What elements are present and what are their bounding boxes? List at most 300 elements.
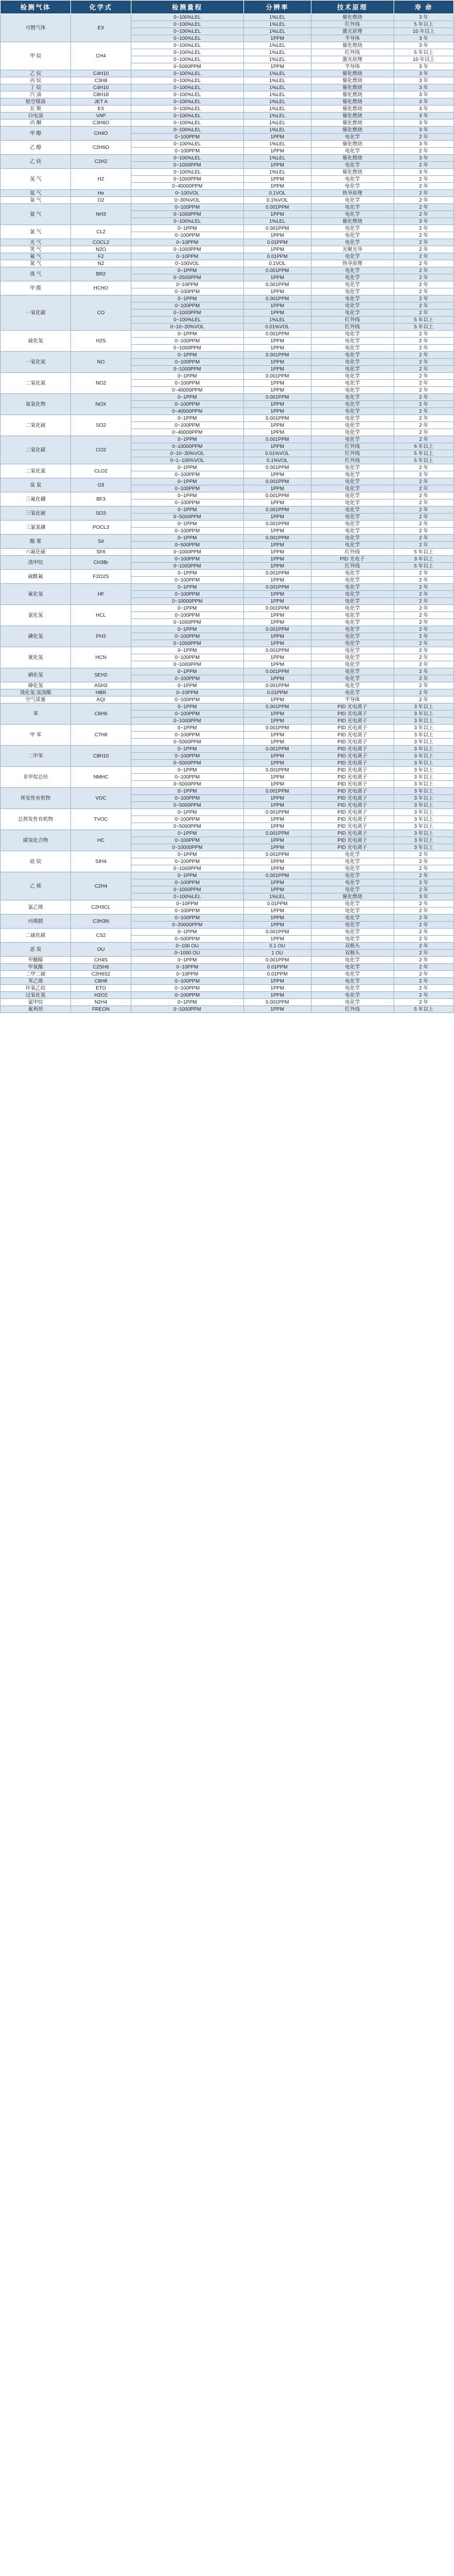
cell-resolution: 0.01PPM — [243, 964, 311, 971]
cell-lifetime: 2 年 — [394, 415, 453, 422]
cell-range: 0~100 OU — [131, 943, 243, 950]
cell-range: 0~1PPM — [131, 668, 243, 675]
cell-range: 0~1000PPM — [131, 865, 243, 872]
cell-range: 0~100%LEL — [131, 77, 243, 84]
cell-lifetime: 3 年 — [394, 113, 453, 120]
cell-range: 0~1PPM — [131, 394, 243, 401]
cell-gas-name: 乙 炔 — [1, 155, 71, 169]
cell-lifetime: 3 年 — [394, 70, 453, 77]
table-row — [1, 605, 454, 612]
cell-gas-name: 乙 烷 — [1, 70, 71, 77]
cell-formula: SO2 — [71, 415, 131, 436]
cell-resolution: 0.001PPM — [243, 746, 311, 753]
cell-formula: POCL3 — [71, 521, 131, 535]
cell-technology: 红外线 — [311, 457, 394, 464]
cell-range: 0~1PPM — [131, 626, 243, 633]
cell-formula: N2H4 — [71, 999, 131, 1006]
cell-resolution: 0.001PPM — [243, 394, 311, 401]
table-row — [1, 169, 454, 176]
cell-range: 0~1PPM — [131, 725, 243, 732]
cell-technology: 电化学 — [311, 401, 394, 408]
cell-range: 0~100PPM — [131, 837, 243, 844]
cell-formula: F2 — [71, 253, 131, 260]
cell-lifetime: 3 年 — [394, 35, 453, 42]
table-row — [1, 549, 454, 556]
cell-resolution: 0.001PPM — [243, 830, 311, 837]
cell-technology: 电化学 — [311, 478, 394, 485]
header-resolution: 分辨率 — [243, 1, 311, 14]
cell-lifetime: 5 年以上 — [394, 324, 453, 331]
cell-formula: ETO — [71, 985, 131, 992]
cell-lifetime: 2 年 — [394, 359, 453, 366]
cell-resolution: 1PPM — [243, 654, 311, 661]
cell-gas-name: 光 气 — [1, 239, 71, 246]
cell-lifetime: 3 年 — [394, 155, 453, 162]
cell-lifetime: 5 年以上 — [394, 21, 453, 28]
cell-lifetime: 2 年 — [394, 689, 453, 696]
cell-lifetime: 3 年以上 — [394, 823, 453, 830]
cell-gas-name: 氯乙烯 — [1, 900, 71, 915]
cell-resolution: 1PPM — [243, 232, 311, 239]
cell-formula: C2H2 — [71, 155, 131, 169]
cell-range: 0~100PPM — [131, 528, 243, 535]
cell-technology: 电化学 — [311, 570, 394, 577]
cell-lifetime: 2 年 — [394, 915, 453, 922]
cell-lifetime: 2 年 — [394, 380, 453, 387]
cell-lifetime: 2 年 — [394, 260, 453, 267]
cell-technology: 催化燃烧 — [311, 141, 394, 148]
cell-technology: 红外线 — [311, 450, 394, 457]
cell-technology: 电化学 — [311, 598, 394, 605]
cell-resolution: 1PPM — [243, 936, 311, 943]
cell-gas-name: 一氧化氮 — [1, 352, 71, 373]
table-row — [1, 851, 454, 858]
table-row — [1, 253, 454, 260]
cell-resolution: 1PPM — [243, 908, 311, 915]
cell-technology: PID 光电离子 — [311, 753, 394, 760]
cell-range: 0~10000PPM — [131, 844, 243, 851]
cell-lifetime: 3 年 — [394, 42, 453, 49]
cell-formula: HCHO — [71, 281, 131, 295]
cell-resolution: 1PPM — [243, 408, 311, 415]
table-row — [1, 190, 454, 197]
cell-formula: C2H4 — [71, 872, 131, 900]
cell-formula: H2 — [71, 169, 131, 190]
cell-formula: AQI — [71, 696, 131, 704]
cell-range: 0~100%LEL — [131, 35, 243, 42]
cell-lifetime: 3 年以上 — [394, 725, 453, 732]
table-row — [1, 943, 454, 950]
cell-formula: NH3 — [71, 204, 131, 225]
cell-range: 0~100%LEL — [131, 218, 243, 225]
cell-formula: FREON — [71, 1006, 131, 1013]
cell-technology: 电化学 — [311, 492, 394, 499]
cell-technology: 电化学 — [311, 197, 394, 204]
cell-technology: 催化燃烧 — [311, 155, 394, 162]
cell-resolution: 1PPM — [243, 886, 311, 893]
cell-resolution: 1PPM — [243, 338, 311, 345]
cell-technology: 半导体 — [311, 35, 394, 42]
cell-lifetime: 2 年 — [394, 303, 453, 310]
cell-technology: PID 光电离子 — [311, 746, 394, 753]
cell-range: 0~100PPM — [131, 288, 243, 295]
cell-lifetime: 3 年 — [394, 120, 453, 127]
header-gas-name: 检测气体 — [1, 1, 71, 14]
cell-formula: C7H8 — [71, 725, 131, 746]
cell-lifetime: 2 年 — [394, 176, 453, 183]
cell-resolution: 1%LEL — [243, 218, 311, 225]
cell-resolution: 1PPM — [243, 865, 311, 872]
cell-range: 0~100PPM — [131, 471, 243, 478]
cell-technology: 光聚光导 — [311, 246, 394, 253]
cell-lifetime: 10 年以上 — [394, 28, 453, 35]
table-row — [1, 42, 454, 49]
cell-range: 0~5000PPM — [131, 802, 243, 809]
cell-technology: 电化学 — [311, 507, 394, 514]
cell-technology: 电化学 — [311, 689, 394, 696]
cell-range: 0~1000PPM — [131, 661, 243, 668]
cell-range: 0~10PPM — [131, 900, 243, 908]
cell-lifetime: 2 年 — [394, 957, 453, 964]
cell-technology: 红外线 — [311, 49, 394, 56]
cell-technology: 电化学 — [311, 176, 394, 183]
cell-lifetime: 2 年 — [394, 971, 453, 978]
cell-range: 0~10000PPM — [131, 598, 243, 605]
cell-lifetime: 2 年 — [394, 478, 453, 485]
cell-resolution: 0.001PPM — [243, 668, 311, 675]
table-row — [1, 570, 454, 577]
cell-lifetime: 2 年 — [394, 675, 453, 682]
cell-lifetime: 2 年 — [394, 190, 453, 197]
header-technology: 技术原理 — [311, 1, 394, 14]
cell-range: 0~1PPM — [131, 492, 243, 499]
cell-technology: 电化学 — [311, 485, 394, 492]
cell-resolution: 1PPM — [243, 739, 311, 746]
cell-lifetime: 2 年 — [394, 492, 453, 499]
cell-range: 0~100%LEL — [131, 70, 243, 77]
cell-gas-name: 三氟化硼 — [1, 492, 71, 507]
cell-lifetime: 2 年 — [394, 943, 453, 950]
cell-range: 0~100%LEL — [131, 120, 243, 127]
cell-technology: 电化学 — [311, 936, 394, 943]
cell-lifetime: 2 年 — [394, 408, 453, 415]
cell-resolution: 1%LEL — [243, 49, 311, 56]
cell-range: 0~10PPM — [131, 239, 243, 246]
table-row — [1, 682, 454, 689]
cell-technology: 电化学 — [311, 225, 394, 232]
cell-range: 0~100PPM — [131, 359, 243, 366]
cell-formula: C2H3CL — [71, 900, 131, 915]
cell-range: 0~100PPM — [131, 134, 243, 141]
cell-lifetime: 3 年 — [394, 91, 453, 98]
cell-gas-name: 苯乙烯 — [1, 978, 71, 985]
cell-gas-name: 硫酰氟 — [1, 570, 71, 584]
cell-resolution: 1PPM — [243, 633, 311, 640]
cell-lifetime: 2 年 — [394, 394, 453, 401]
cell-range: 0~100PPM — [131, 879, 243, 886]
cell-technology: 电化学 — [311, 957, 394, 964]
cell-lifetime: 2 年 — [394, 225, 453, 232]
cell-technology: 电化学 — [311, 872, 394, 879]
table-row — [1, 14, 454, 21]
table-row — [1, 957, 454, 964]
cell-resolution: 1PPM — [243, 176, 311, 183]
cell-technology: 电化学 — [311, 380, 394, 387]
cell-lifetime: 2 年 — [394, 872, 453, 879]
cell-lifetime: 3 年以上 — [394, 781, 453, 788]
cell-lifetime: 2 年 — [394, 851, 453, 858]
cell-resolution: 0.001PPM — [243, 725, 311, 732]
cell-technology: 催化燃烧 — [311, 42, 394, 49]
cell-resolution: 0.001PPM — [243, 492, 311, 499]
cell-lifetime: 5 年以上 — [394, 49, 453, 56]
cell-gas-name: 氨 气 — [1, 204, 71, 225]
cell-range: 0~100PPM — [131, 696, 243, 704]
table-row — [1, 260, 454, 267]
cell-technology: 电化学 — [311, 281, 394, 288]
cell-range: 0~100PPM — [131, 499, 243, 507]
cell-resolution: 1%LEL — [243, 141, 311, 148]
cell-formula: VAP — [71, 113, 131, 120]
cell-range: 0~1000PPM — [131, 366, 243, 373]
table-row — [1, 239, 454, 246]
cell-lifetime: 2 年 — [394, 992, 453, 999]
cell-range: 0~1PPM — [131, 746, 243, 753]
cell-technology: 电化学 — [311, 183, 394, 190]
cell-range: 0~10~20%VOL — [131, 450, 243, 457]
cell-formula: C2SH6 — [71, 964, 131, 971]
cell-gas-name: 甲 苯 — [1, 725, 71, 746]
cell-range: 0~5000PPM — [131, 781, 243, 788]
cell-lifetime: 2 年 — [394, 654, 453, 661]
cell-technology: 催化燃烧 — [311, 77, 394, 84]
cell-formula: CL2 — [71, 225, 131, 239]
cell-lifetime: 2 年 — [394, 528, 453, 535]
cell-technology: 电化学 — [311, 682, 394, 689]
cell-formula: O3 — [71, 478, 131, 492]
cell-lifetime: 5 年以上 — [394, 563, 453, 570]
cell-technology: PID 光电离子 — [311, 809, 394, 816]
cell-technology: PID 光电离子 — [311, 739, 394, 746]
cell-technology: 电化学 — [311, 633, 394, 640]
cell-technology: 电化学 — [311, 654, 394, 661]
cell-lifetime: 3 年以上 — [394, 718, 453, 725]
cell-range: 0~100PPM — [131, 633, 243, 640]
table-row — [1, 535, 454, 542]
cell-range: 0~100PPM — [131, 204, 243, 211]
cell-resolution: 1%LEL — [243, 155, 311, 162]
cell-lifetime: 2 年 — [394, 577, 453, 584]
cell-lifetime: 3 年以上 — [394, 746, 453, 753]
cell-lifetime: 2 年 — [394, 865, 453, 872]
cell-formula: C3H8 — [71, 77, 131, 84]
cell-resolution: 1PPM — [243, 211, 311, 218]
cell-resolution: 1PPM — [243, 732, 311, 739]
cell-range: 0~1000PPM — [131, 1006, 243, 1013]
cell-range: 0~100VOL — [131, 260, 243, 267]
cell-lifetime: 3 年 — [394, 893, 453, 900]
cell-range: 0~100PPM — [131, 232, 243, 239]
cell-formula: NMHC — [71, 767, 131, 788]
cell-resolution: 0.001PPM — [243, 225, 311, 232]
cell-lifetime: 2 年 — [394, 232, 453, 239]
cell-resolution: 1PPM — [243, 63, 311, 70]
cell-formula: JET A — [71, 98, 131, 106]
cell-range: 0~100PPM — [131, 753, 243, 760]
cell-resolution: 0.01PPM — [243, 900, 311, 908]
cell-gas-name: 乙 醇 — [1, 141, 71, 155]
cell-technology: 电化学 — [311, 900, 394, 908]
cell-gas-name: 三氯氧磷 — [1, 521, 71, 535]
cell-range: 0~100%LEL — [131, 141, 243, 148]
header-lifetime: 寿 命 — [394, 1, 453, 14]
cell-resolution: 1PPM — [243, 591, 311, 598]
table-row — [1, 978, 454, 985]
cell-gas-name: 氰化氢 — [1, 647, 71, 668]
cell-lifetime: 3 年以上 — [394, 704, 453, 711]
cell-lifetime: 2 年 — [394, 922, 453, 929]
cell-resolution: 1PPM — [243, 879, 311, 886]
cell-formula: PH3 — [71, 626, 131, 647]
cell-resolution: 1PPM — [243, 619, 311, 626]
cell-lifetime: 5 年以上 — [394, 450, 453, 457]
cell-formula: SO3 — [71, 507, 131, 521]
cell-lifetime: 2 年 — [394, 908, 453, 915]
cell-range: 0~1000 OU — [131, 950, 243, 957]
cell-lifetime: 3 年以上 — [394, 760, 453, 767]
cell-resolution: 0.001PPM — [243, 584, 311, 591]
cell-resolution: 1PPM — [243, 992, 311, 999]
cell-resolution: 1PPM — [243, 162, 311, 169]
cell-formula: NOX — [71, 394, 131, 415]
table-row — [1, 915, 454, 922]
cell-range: 0~1PPM — [131, 788, 243, 795]
cell-resolution: 0.01%VOL — [243, 324, 311, 331]
cell-technology: 电化学 — [311, 915, 394, 922]
cell-formula: C8H8 — [71, 978, 131, 985]
table-row — [1, 295, 454, 303]
cell-gas-name: 丁 烷 — [1, 84, 71, 91]
cell-technology: 电化学 — [311, 542, 394, 549]
cell-formula: NO — [71, 352, 131, 373]
cell-resolution: 1PPM — [243, 760, 311, 767]
cell-resolution: 1%LEL — [243, 317, 311, 324]
cell-resolution: 0.001PPM — [243, 281, 311, 288]
cell-lifetime: 3 年 — [394, 141, 453, 148]
cell-lifetime: 3 年以上 — [394, 788, 453, 795]
cell-lifetime: 2 年 — [394, 542, 453, 549]
cell-resolution: 0.001PPM — [243, 507, 311, 514]
cell-range: 0~100PPM — [131, 612, 243, 619]
cell-range: 0~1PPM — [131, 830, 243, 837]
cell-range: 0~10PPM — [131, 689, 243, 696]
cell-lifetime: 3 年以上 — [394, 809, 453, 816]
cell-resolution: 1%LEL — [243, 84, 311, 91]
cell-lifetime: 2 年 — [394, 633, 453, 640]
cell-gas-name: 氟化氢 — [1, 584, 71, 605]
gas-detection-table — [0, 0, 454, 1013]
cell-range: 0~20000PPM — [131, 922, 243, 929]
cell-lifetime: 2 年 — [394, 204, 453, 211]
cell-range: 0~1000PPM — [131, 176, 243, 183]
cell-technology: 电化学 — [311, 514, 394, 521]
cell-formula: C3H3N — [71, 915, 131, 929]
table-row — [1, 647, 454, 654]
cell-lifetime: 2 年 — [394, 246, 453, 253]
table-row — [1, 900, 454, 908]
cell-lifetime: 3 年以上 — [394, 767, 453, 774]
cell-technology: PID 光电离子 — [311, 711, 394, 718]
cell-resolution: 0.001PPM — [243, 682, 311, 689]
cell-technology: PID 光电离子 — [311, 823, 394, 830]
cell-technology: 电化学 — [311, 274, 394, 281]
cell-gas-name: 溴 气 — [1, 267, 71, 281]
cell-technology: 红外线 — [311, 1006, 394, 1013]
cell-gas-name: 甲 烷 — [1, 42, 71, 70]
cell-technology: 激光原理 — [311, 56, 394, 63]
cell-range: 0~1PPM — [131, 809, 243, 816]
cell-range: 0~100%LEL — [131, 98, 243, 106]
cell-technology: 半导体 — [311, 696, 394, 704]
cell-lifetime: 2 年 — [394, 507, 453, 514]
cell-resolution: 0.001PPM — [243, 436, 311, 443]
cell-lifetime: 2 年 — [394, 211, 453, 218]
table-row — [1, 971, 454, 978]
cell-lifetime: 2 年 — [394, 936, 453, 943]
cell-technology: 电化学 — [311, 858, 394, 865]
cell-lifetime: 2 年 — [394, 514, 453, 521]
table-row — [1, 725, 454, 732]
cell-range: 0~100%LEL — [131, 113, 243, 120]
cell-resolution: 0.1VOL — [243, 190, 311, 197]
cell-range: 0~10~20%VOL — [131, 324, 243, 331]
cell-range: 0~1PPM — [131, 415, 243, 422]
cell-gas-name: 过氧化氢 — [1, 992, 71, 999]
cell-technology: 电化学 — [311, 577, 394, 584]
cell-technology: 催化燃烧 — [311, 106, 394, 113]
cell-technology: 催化燃烧 — [311, 84, 394, 91]
table-row — [1, 127, 454, 134]
table-row — [1, 767, 454, 774]
table-row — [1, 331, 454, 338]
cell-range: 0~100PPM — [131, 591, 243, 598]
cell-range: 0~10PPM — [131, 971, 243, 978]
cell-gas-name: 氯化氢 — [1, 605, 71, 626]
cell-technology: 电化学 — [311, 338, 394, 345]
table-row — [1, 98, 454, 106]
cell-technology: 电化学 — [311, 422, 394, 429]
cell-technology: 电化学 — [311, 535, 394, 542]
cell-technology: 电化学 — [311, 239, 394, 246]
cell-gas-name: 氟 气 — [1, 253, 71, 260]
cell-gas-name: 二甲苯 — [1, 746, 71, 767]
table-row — [1, 746, 454, 753]
cell-lifetime: 2 年 — [394, 640, 453, 647]
cell-technology: 电化学 — [311, 922, 394, 929]
cell-resolution: 1%LEL — [243, 113, 311, 120]
table-row — [1, 872, 454, 879]
cell-resolution: 1PPM — [243, 640, 311, 647]
cell-range: 0~1000PPM — [131, 886, 243, 893]
cell-lifetime: 2 年 — [394, 310, 453, 317]
cell-range: 0~2500PPM — [131, 274, 243, 281]
cell-resolution: 0.001PPM — [243, 704, 311, 711]
cell-gas-name: 砷化氢 — [1, 682, 71, 689]
cell-gas-name: 挥发性有机物 — [1, 788, 71, 809]
cell-resolution: 0.001PPM — [243, 295, 311, 303]
cell-resolution: 1PPM — [243, 549, 311, 556]
cell-technology: 电化学 — [311, 211, 394, 218]
